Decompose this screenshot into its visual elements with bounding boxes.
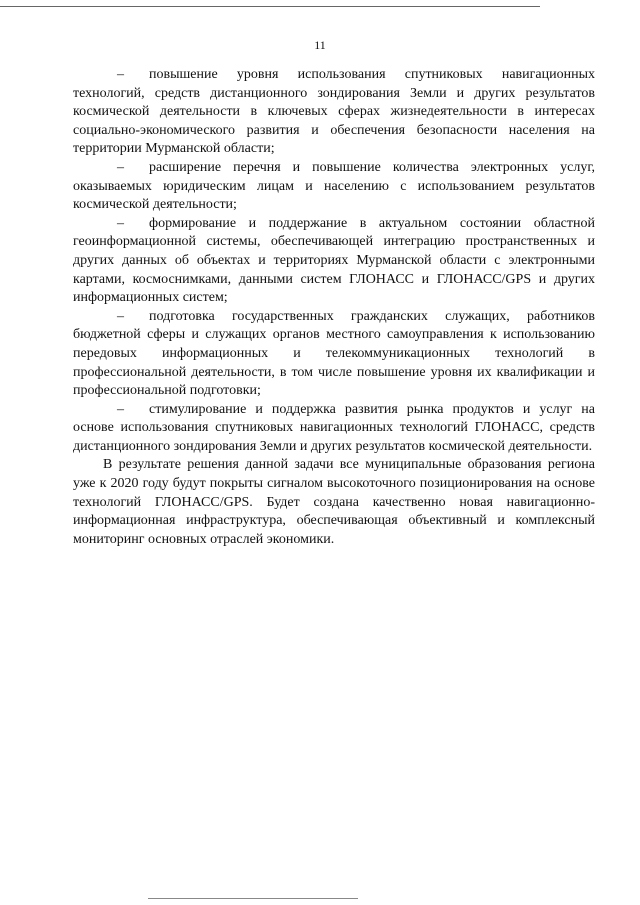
summary-paragraph: В результате решения данной задачи все муниципальные образования региона уже к 2020 году будут покрыты сигналом высокоточного позиционирования на основе технологий ГЛОНАСС/GPS. Будет создана качественно новая навигационно-информационная инфраструктура, обеспечивающая объективный и комплексный мониторинг основных отраслей экономики.: [73, 457, 595, 547]
top-rule: [0, 6, 540, 7]
list-dash: –: [117, 308, 124, 324]
list-item: [73, 159, 595, 215]
list-item: [73, 215, 595, 308]
list-item-text: повышение уровня использования спутниковых навигационных технологий, средств дистанционного зондирования Земли и других результатов космической деятельности в ключевых сферах жизнедеятельности в интересах социально-экономического развития и обеспечения безопасности населения на территории Мурманской области;: [73, 67, 595, 157]
list-item: [73, 66, 595, 159]
list-dash: –: [117, 401, 124, 417]
page-number: 11: [314, 38, 326, 52]
list-dash: –: [117, 159, 124, 175]
list-item: [73, 401, 595, 457]
list-item-text: расширение перечня и повышение количества электронных услуг, оказываемых юридическим лицам и населению с использованием результатов космической деятельности;: [73, 159, 595, 213]
list-item-text: формирование и поддержание в актуальном состоянии областной геоинформационной системы, обеспечивающей интеграцию пространственных и других данных об объектах и территориях Мурманской области с электронными картами, космоснимками, данными систем ГЛОНАСС и ГЛОНАСС/GPS и других информационных систем;: [73, 215, 595, 306]
list-item-text: стимулирование и поддержка развития рынка продуктов и услуг на основе использования спутниковых навигационных технологий ГЛОНАСС, средств дистанционного зондирования Земли и других результатов космической деятельности.: [73, 401, 595, 454]
list-item: [73, 308, 595, 401]
bottom-rule: [148, 898, 358, 899]
list-dash: –: [117, 67, 124, 82]
list-item-text: подготовка государственных гражданских служащих, работников бюджетной сферы и служащих органов местного самоуправления к использованию передовых информационных и телекоммуникационных технологий в профессиональной деятельности, в том числе повышение уровня их квалификации и профессиональной подготовки;: [73, 308, 595, 399]
list-dash: –: [117, 215, 124, 231]
document-body: [73, 66, 595, 549]
